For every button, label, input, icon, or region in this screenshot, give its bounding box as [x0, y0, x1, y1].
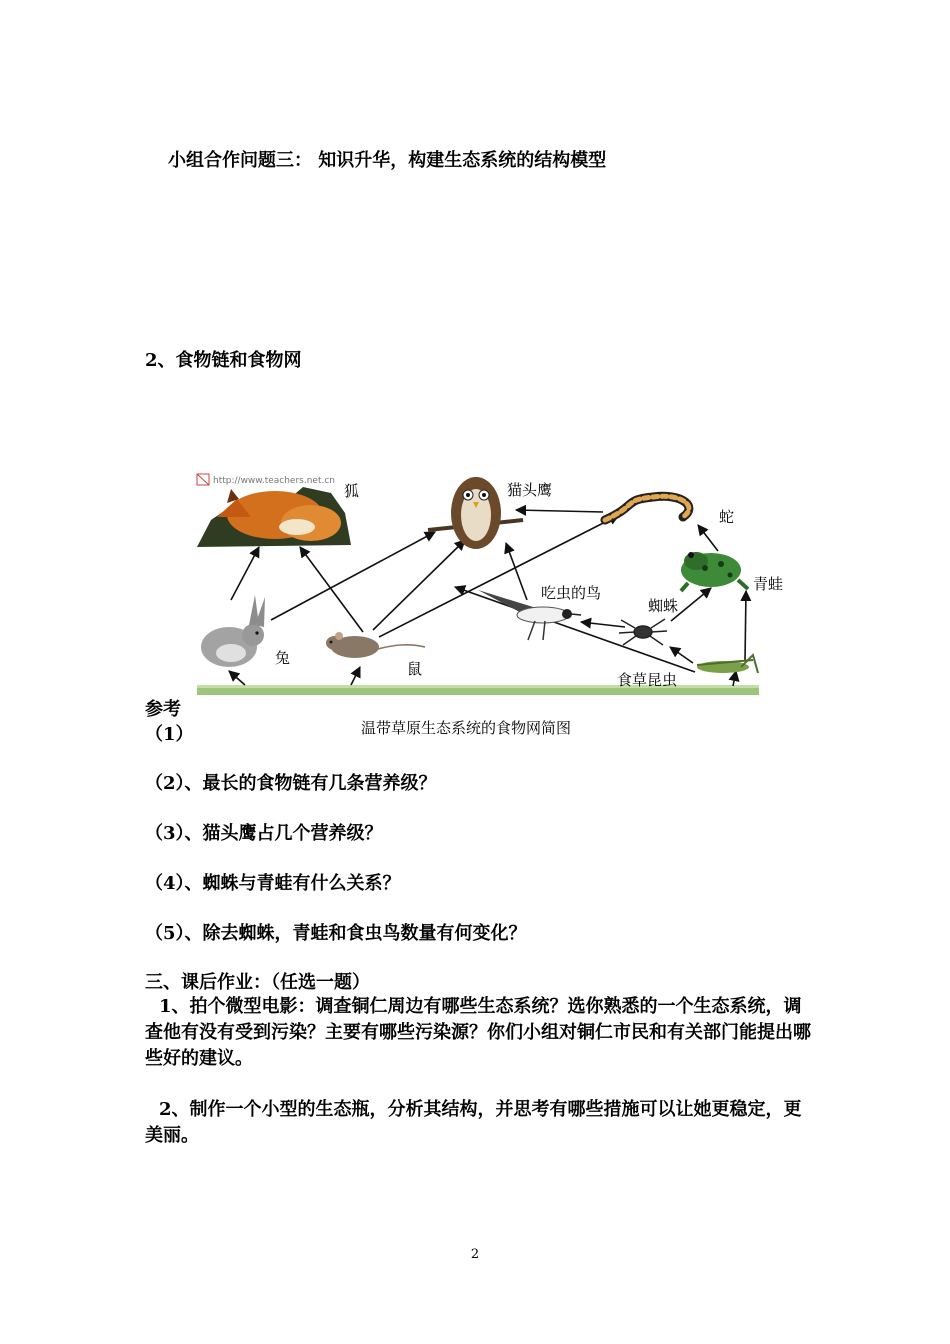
owl-label: 猫头鹰 [507, 481, 553, 499]
homework-item-1: 1、拍个微型电影：调查铜仁周边有哪些生态系统？选你熟悉的一个生态系统，调查他有没有受到污染？主要有哪些污染源？你们小组对铜仁市民和有关部门能提出哪些好的建议。 [145, 996, 811, 1069]
mouse-label: 鼠 [407, 660, 423, 678]
arrow-frog-snake [698, 525, 718, 551]
arrow-snake-owl [516, 510, 603, 512]
homework-item-2: 2、制作一个小型的生态瓶，分析其结构，并思考有哪些措施可以让她更稳定，更美丽。 [145, 1099, 802, 1146]
insect-illustration [697, 655, 758, 673]
insect-label: 食草昆虫 [617, 671, 678, 689]
question-3: （3）、猫头鹰占几个营养级？ [145, 823, 383, 844]
arrow-mouse-snake [379, 515, 619, 637]
question-4: （4）、蜘蛛与青蛙有什么关系？ [145, 873, 401, 894]
arrow-grass-rabbit [229, 671, 245, 685]
bird-label: 吃虫的鸟 [541, 584, 602, 602]
snake-label: 蛇 [719, 508, 735, 526]
question-5: （5）、除去蜘蛛，青蛙和食虫鸟数量有何变化？ [145, 923, 527, 944]
rabbit-illustration [201, 595, 265, 667]
watermark [197, 474, 335, 486]
arrow-insect-frog [745, 591, 746, 661]
page-number: 2 [470, 1247, 480, 1262]
arrow-spider-bird [581, 622, 625, 627]
arrow-rabbit-fox [231, 547, 259, 600]
homework-title: 三、课后作业：（任选一题） [145, 972, 370, 993]
rabbit-label: 兔 [275, 649, 291, 667]
arrow-mouse-fox [300, 547, 363, 632]
question-1: （1） [145, 724, 194, 745]
fox-illustration [197, 487, 351, 547]
frog-illustration [681, 552, 748, 591]
reference-label: 参考 [145, 699, 181, 720]
spider-label: 蜘蛛 [648, 597, 679, 615]
spider-illustration [619, 619, 667, 645]
arrow-grass-insect [733, 671, 736, 686]
food-web-figure [193, 465, 784, 745]
frog-label: 青蛙 [753, 575, 784, 593]
figure-caption: 温带草原生态系统的食物网简图 [361, 719, 572, 737]
fox-label: 狐 [344, 482, 360, 500]
snake-illustration [605, 496, 689, 520]
question-2: （2）、最长的食物链有几条营养级？ [145, 773, 437, 794]
arrow-grass-mouse [351, 667, 360, 685]
section-2-title: 2、食物链和食物网 [145, 350, 302, 371]
heading-q3: 小组合作问题三： 知识升华，构建生态系统的结构模型 [168, 150, 607, 171]
arrow-insect-spider [670, 647, 693, 663]
watermark-text: http://www.teachers.net.cn [213, 476, 335, 486]
mouse-illustration [326, 632, 425, 658]
